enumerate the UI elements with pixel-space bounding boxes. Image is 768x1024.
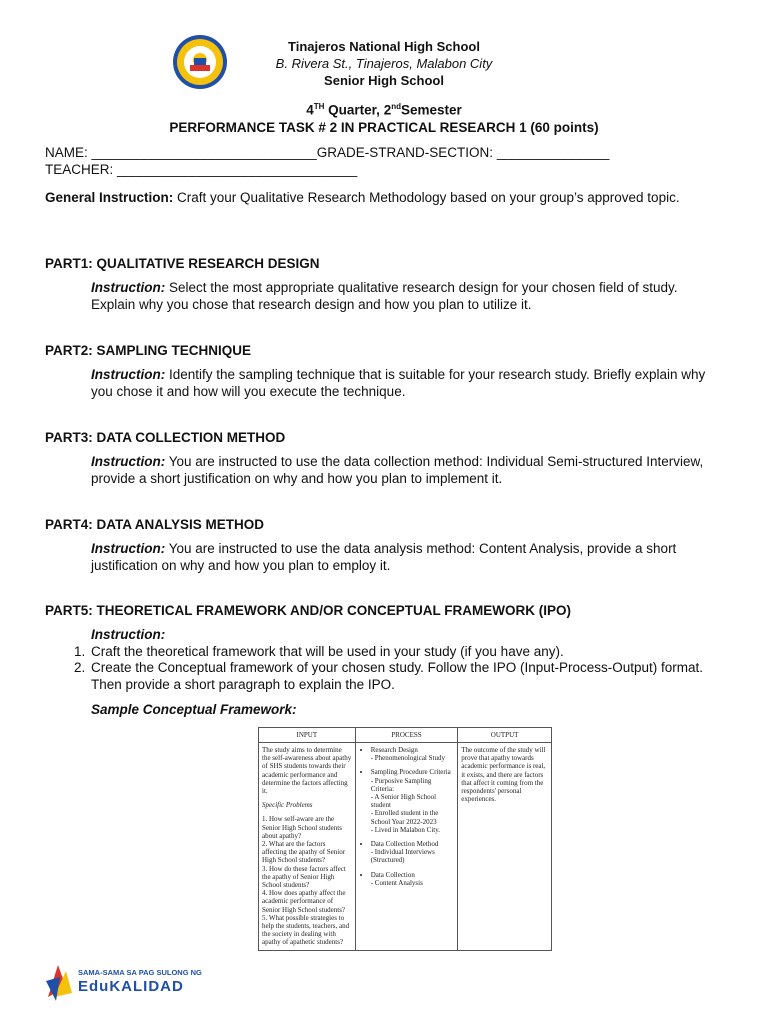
process-detail: - Individual Interviews (Structured) bbox=[370, 848, 435, 865]
part3-text: You are instructed to use the data collection method: Individual Semi-structured Interview, provide a short justification on why and how you plan to implement it. bbox=[91, 454, 704, 486]
table-row bbox=[259, 743, 552, 951]
general-instruction bbox=[45, 190, 725, 207]
process-detail: - Lived in Malabon City. bbox=[370, 825, 441, 834]
school-name: Tinajeros National High School bbox=[288, 39, 480, 54]
process-title: • Sampling Procedure Criteria bbox=[370, 768, 451, 777]
output-header: OUTPUT bbox=[458, 728, 552, 743]
part1-instruction bbox=[91, 280, 716, 313]
instruction-label: Instruction: bbox=[91, 541, 166, 556]
semester-word: Semester bbox=[400, 102, 462, 118]
part5-steps bbox=[67, 644, 716, 694]
general-instruction-label: General Instruction: bbox=[45, 190, 174, 205]
edukalidad-logo bbox=[44, 957, 204, 1005]
general-instruction-text: Craft your Qualitative Research Methodology based on your group’s approved topic. bbox=[173, 190, 680, 205]
sample-framework-label: Sample Conceptual Framework: bbox=[91, 702, 297, 717]
output-cell: The outcome of the study will prove that apathy towards academic performance is real, it exists, and there are factors that affect it coming from the respondents' personal experiences. bbox=[458, 743, 552, 951]
task-title bbox=[100, 98, 668, 136]
quarter-word: Quarter, bbox=[324, 102, 384, 118]
specific-problems-label: Specific Problems bbox=[262, 801, 313, 810]
footer-brand: EduKALIDAD bbox=[78, 978, 184, 995]
name-row bbox=[45, 144, 609, 161]
quarter-number: 4 bbox=[306, 102, 314, 118]
name-field[interactable]: ______________________________ bbox=[91, 145, 317, 160]
part1-heading: PART1: QUALITATIVE RESEARCH DESIGN bbox=[45, 256, 320, 271]
process-detail: - A Senior High School student bbox=[370, 793, 437, 810]
student-fields bbox=[45, 144, 609, 178]
task-name: PERFORMANCE TASK # 2 IN PRACTICAL RESEARCH 1 (60 points) bbox=[169, 119, 599, 135]
process-list bbox=[359, 746, 455, 887]
part4-text: You are instructed to use the data analysis method: Content Analysis, provide a short justification on why and how you plan to employ it. bbox=[91, 541, 677, 573]
list-item bbox=[371, 746, 455, 762]
semester-number: 2 bbox=[383, 102, 392, 118]
teacher-label: TEACHER: bbox=[45, 162, 114, 177]
process-detail: - Content Analysis bbox=[370, 878, 423, 887]
part2-heading: PART2: SAMPLING TECHNIQUE bbox=[45, 343, 252, 358]
process-cell bbox=[355, 743, 458, 951]
conceptual-framework-table bbox=[258, 727, 552, 951]
part2-instruction bbox=[91, 367, 716, 400]
process-detail: - Purposive Sampling Criteria: bbox=[370, 776, 432, 793]
input-intro: The study aims to determine the self-awareness about apathy of SHS students towards their academic performance and determine the factors affecting it. bbox=[262, 746, 352, 796]
part1-text: Select the most appropriate qualitative research design for your chosen field of study. Explain why you chose that research design and how you plan to utilize it. bbox=[91, 280, 678, 312]
school-address: B. Rivera St., Tinajeros, Malabon City bbox=[275, 56, 493, 71]
teacher-row bbox=[45, 161, 609, 178]
part5-heading: PART5: THEORETICAL FRAMEWORK AND/OR CONCEPTUAL FRAMEWORK (IPO) bbox=[45, 603, 571, 618]
part3-heading: PART3: DATA COLLECTION METHOD bbox=[45, 430, 286, 445]
list-item bbox=[371, 768, 455, 834]
semester-sup: nd bbox=[391, 102, 401, 111]
school-header bbox=[180, 38, 588, 89]
school-level: Senior High School bbox=[324, 73, 444, 88]
instruction-label: Instruction: bbox=[91, 280, 166, 295]
part2-text: Identify the sampling technique that is suitable for your research study. Briefly explain why you chose it and how will you execute the technique. bbox=[91, 367, 706, 399]
table-header-row bbox=[259, 728, 552, 743]
problem-item: 5. What possible strategies to help the students, teachers, and the society in dealing with apathy of apathetic students? bbox=[262, 913, 350, 947]
name-label: NAME: bbox=[45, 145, 88, 160]
part4-instruction bbox=[91, 541, 716, 574]
quarter-semester bbox=[100, 98, 668, 119]
teacher-field[interactable]: ________________________________ bbox=[117, 162, 358, 177]
process-title: • Research Design bbox=[370, 746, 418, 754]
process-title: • Data Collection bbox=[370, 870, 415, 879]
grade-strand-section-label: GRADE-STRAND-SECTION: bbox=[316, 145, 494, 160]
grade-strand-section-field[interactable]: _______________ bbox=[496, 145, 610, 160]
input-cell bbox=[259, 743, 356, 951]
part5-instruction bbox=[91, 627, 716, 693]
list-item: 1. Craft the theoretical framework that will be used in your study (if you have any). bbox=[89, 644, 716, 661]
list-item bbox=[371, 871, 455, 887]
part4-heading: PART4: DATA ANALYSIS METHOD bbox=[45, 517, 265, 532]
instruction-label: Instruction: bbox=[91, 367, 166, 382]
process-header: PROCESS bbox=[355, 728, 458, 743]
instruction-label: Instruction: bbox=[91, 454, 166, 469]
problem-item: 4. How does apathy affect the academic performance of Senior High School students? bbox=[262, 889, 346, 914]
problem-item: 3. How do these factors affect the apathy of Senior High School students? bbox=[262, 864, 346, 890]
input-header: INPUT bbox=[259, 728, 356, 743]
process-title: • Data Collection Method bbox=[370, 840, 439, 849]
list-item bbox=[371, 840, 455, 865]
problem-item: 1. How self-aware are the Senior High School students about apathy? bbox=[262, 815, 342, 840]
footer-slogan: SAMA-SAMA SA PAG SULONG NG bbox=[78, 968, 202, 977]
process-detail: - Enrolled student in the School Year 2022-2023 bbox=[370, 809, 439, 826]
quarter-sup: TH bbox=[313, 102, 325, 111]
list-item: 2. Create the Conceptual framework of your chosen study. Follow the IPO (Input-Process-Output) format. Then provide a short paragraph to explain the IPO. bbox=[89, 660, 716, 693]
instruction-label: Instruction: bbox=[91, 627, 166, 642]
problem-item: 2. What are the factors affecting the apathy of Senior High School students? bbox=[262, 840, 346, 865]
process-detail: - Phenomenological Study bbox=[370, 754, 445, 763]
part3-instruction bbox=[91, 454, 716, 487]
